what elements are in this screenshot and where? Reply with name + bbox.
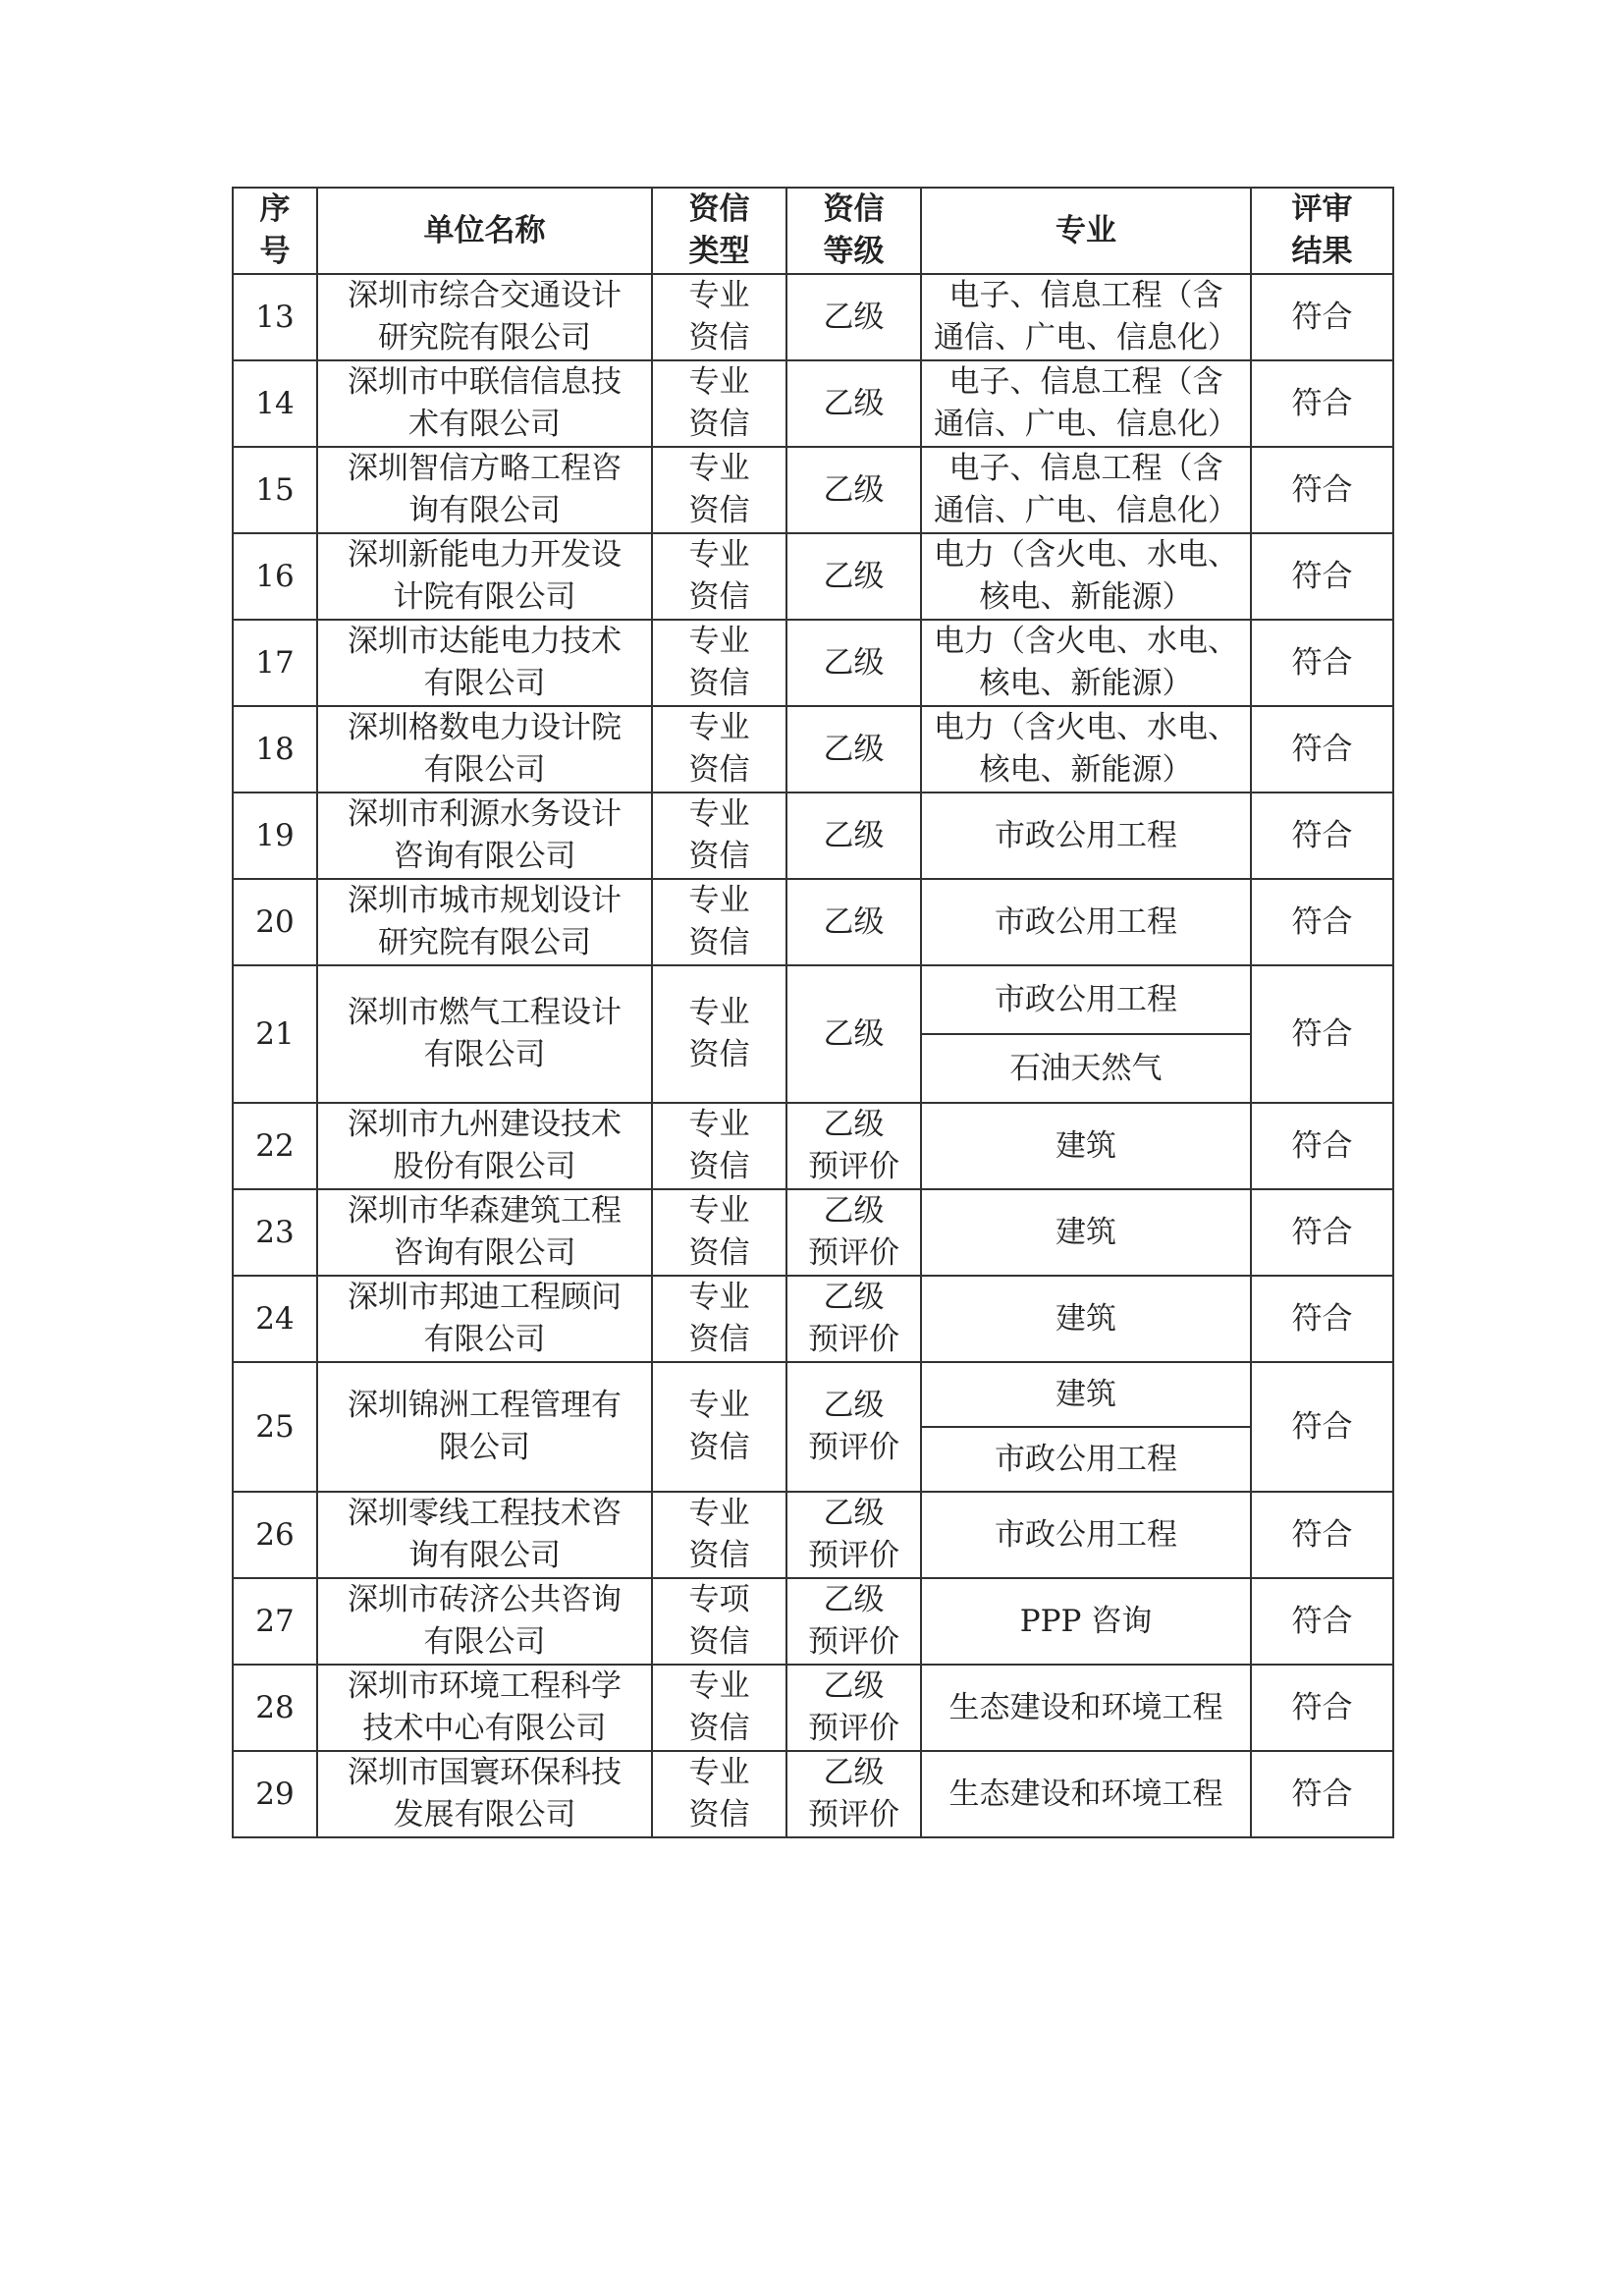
cell-qual-type: 专业 资信 [652, 360, 786, 447]
cell-major: 市政公用工程 [921, 1427, 1251, 1492]
cell-qual-grade: 乙级 [786, 879, 921, 965]
cell-qual-type: 专业 资信 [652, 1751, 786, 1837]
cell-seq: 22 [233, 1103, 317, 1189]
table-row [233, 274, 1393, 360]
cell-seq: 25 [233, 1362, 317, 1492]
cell-major: 电力（含火电、水电、 核电、新能源） [921, 706, 1251, 793]
cell-unit-name: 深圳新能电力开发设 计院有限公司 [317, 533, 652, 620]
cell-unit-name: 深圳市城市规划设计 研究院有限公司 [317, 879, 652, 965]
cell-qual-grade: 乙级 预评价 [786, 1362, 921, 1492]
cell-qual-type: 专业 资信 [652, 620, 786, 706]
cell-qual-grade: 乙级 [786, 620, 921, 706]
cell-seq: 26 [233, 1492, 317, 1578]
cell-major: 电力（含火电、水电、 核电、新能源） [921, 620, 1251, 706]
cell-qual-type: 专业 资信 [652, 1492, 786, 1578]
cell-seq: 18 [233, 706, 317, 793]
cell-unit-name: 深圳市九州建设技术 股份有限公司 [317, 1103, 652, 1189]
cell-review-result: 符合 [1251, 879, 1393, 965]
cell-unit-name: 深圳市国寰环保科技 发展有限公司 [317, 1751, 652, 1837]
table-row [233, 1362, 1393, 1427]
cell-unit-name: 深圳零线工程技术咨 询有限公司 [317, 1492, 652, 1578]
cell-review-result: 符合 [1251, 1492, 1393, 1578]
cell-seq: 17 [233, 620, 317, 706]
cell-qual-type: 专业 资信 [652, 793, 786, 879]
cell-unit-name: 深圳市燃气工程设计 有限公司 [317, 965, 652, 1103]
table-row [233, 965, 1393, 1034]
cell-review-result: 符合 [1251, 706, 1393, 793]
cell-major: 电子、信息工程（含 通信、广电、信息化） [921, 447, 1251, 533]
review-results-table [232, 187, 1394, 1838]
cell-qual-type: 专业 资信 [652, 1103, 786, 1189]
table-row [233, 879, 1393, 965]
table-row [233, 360, 1393, 447]
cell-major: PPP 咨询 [921, 1578, 1251, 1665]
cell-seq: 28 [233, 1665, 317, 1751]
cell-qual-type: 专业 资信 [652, 1665, 786, 1751]
cell-seq: 29 [233, 1751, 317, 1837]
cell-review-result: 符合 [1251, 793, 1393, 879]
cell-qual-grade: 乙级 预评价 [786, 1751, 921, 1837]
cell-qual-type: 专业 资信 [652, 1189, 786, 1276]
header-major: 专业 [921, 188, 1251, 274]
table-header-row [233, 188, 1393, 274]
header-review-result: 评审 结果 [1251, 188, 1393, 274]
cell-qual-grade: 乙级 预评价 [786, 1665, 921, 1751]
cell-review-result: 符合 [1251, 620, 1393, 706]
cell-review-result: 符合 [1251, 1362, 1393, 1492]
cell-qual-type: 专业 资信 [652, 274, 786, 360]
cell-unit-name: 深圳智信方略工程咨 询有限公司 [317, 447, 652, 533]
table-row [233, 620, 1393, 706]
cell-seq: 15 [233, 447, 317, 533]
cell-unit-name: 深圳市中联信信息技 术有限公司 [317, 360, 652, 447]
cell-review-result: 符合 [1251, 1665, 1393, 1751]
header-qual-grade: 资信 等级 [786, 188, 921, 274]
cell-qual-grade: 乙级 [786, 447, 921, 533]
header-unit-name: 单位名称 [317, 188, 652, 274]
cell-unit-name: 深圳市环境工程科学 技术中心有限公司 [317, 1665, 652, 1751]
cell-review-result: 符合 [1251, 1103, 1393, 1189]
cell-major: 建筑 [921, 1189, 1251, 1276]
cell-seq: 19 [233, 793, 317, 879]
cell-unit-name: 深圳市邦迪工程顾问 有限公司 [317, 1276, 652, 1362]
table-row [233, 1665, 1393, 1751]
cell-qual-type: 专项 资信 [652, 1578, 786, 1665]
cell-qual-grade: 乙级 预评价 [786, 1189, 921, 1276]
cell-qual-type: 专业 资信 [652, 706, 786, 793]
cell-major: 电子、信息工程（含 通信、广电、信息化） [921, 274, 1251, 360]
cell-review-result: 符合 [1251, 965, 1393, 1103]
cell-unit-name: 深圳市利源水务设计 咨询有限公司 [317, 793, 652, 879]
cell-review-result: 符合 [1251, 274, 1393, 360]
cell-qual-grade: 乙级 [786, 533, 921, 620]
cell-seq: 24 [233, 1276, 317, 1362]
cell-unit-name: 深圳市砖济公共咨询 有限公司 [317, 1578, 652, 1665]
cell-qual-grade: 乙级 [786, 793, 921, 879]
cell-major: 生态建设和环境工程 [921, 1665, 1251, 1751]
cell-major: 电子、信息工程（含 通信、广电、信息化） [921, 360, 1251, 447]
cell-major: 市政公用工程 [921, 1492, 1251, 1578]
cell-major: 市政公用工程 [921, 965, 1251, 1034]
cell-review-result: 符合 [1251, 1276, 1393, 1362]
table-row [233, 1276, 1393, 1362]
cell-review-result: 符合 [1251, 1189, 1393, 1276]
cell-qual-grade: 乙级 预评价 [786, 1103, 921, 1189]
cell-qual-type: 专业 资信 [652, 965, 786, 1103]
table-row [233, 1751, 1393, 1837]
cell-review-result: 符合 [1251, 533, 1393, 620]
cell-major: 市政公用工程 [921, 879, 1251, 965]
cell-major: 建筑 [921, 1103, 1251, 1189]
cell-qual-type: 专业 资信 [652, 447, 786, 533]
cell-major: 石油天然气 [921, 1034, 1251, 1103]
cell-qual-type: 专业 资信 [652, 1276, 786, 1362]
table-row [233, 533, 1393, 620]
table-body [233, 274, 1393, 1837]
header-seq: 序 号 [233, 188, 317, 274]
header-qual-type: 资信 类型 [652, 188, 786, 274]
cell-qual-grade: 乙级 [786, 360, 921, 447]
cell-review-result: 符合 [1251, 447, 1393, 533]
table-row [233, 793, 1393, 879]
cell-unit-name: 深圳格数电力设计院 有限公司 [317, 706, 652, 793]
cell-qual-type: 专业 资信 [652, 1362, 786, 1492]
cell-unit-name: 深圳锦洲工程管理有 限公司 [317, 1362, 652, 1492]
cell-qual-grade: 乙级 预评价 [786, 1578, 921, 1665]
cell-qual-grade: 乙级 预评价 [786, 1276, 921, 1362]
cell-seq: 21 [233, 965, 317, 1103]
table-row [233, 1578, 1393, 1665]
cell-qual-type: 专业 资信 [652, 533, 786, 620]
table-row [233, 1189, 1393, 1276]
cell-qual-grade: 乙级 预评价 [786, 1492, 921, 1578]
table-row [233, 1492, 1393, 1578]
cell-qual-grade: 乙级 [786, 274, 921, 360]
cell-review-result: 符合 [1251, 360, 1393, 447]
cell-review-result: 符合 [1251, 1751, 1393, 1837]
table-row [233, 1103, 1393, 1189]
cell-seq: 13 [233, 274, 317, 360]
cell-major: 建筑 [921, 1276, 1251, 1362]
cell-qual-grade: 乙级 [786, 706, 921, 793]
cell-seq: 16 [233, 533, 317, 620]
cell-review-result: 符合 [1251, 1578, 1393, 1665]
table-row [233, 447, 1393, 533]
cell-seq: 20 [233, 879, 317, 965]
cell-seq: 23 [233, 1189, 317, 1276]
cell-major: 市政公用工程 [921, 793, 1251, 879]
cell-unit-name: 深圳市华森建筑工程 咨询有限公司 [317, 1189, 652, 1276]
cell-major: 生态建设和环境工程 [921, 1751, 1251, 1837]
cell-major: 电力（含火电、水电、 核电、新能源） [921, 533, 1251, 620]
cell-unit-name: 深圳市达能电力技术 有限公司 [317, 620, 652, 706]
cell-seq: 27 [233, 1578, 317, 1665]
cell-qual-type: 专业 资信 [652, 879, 786, 965]
cell-major: 建筑 [921, 1362, 1251, 1427]
cell-qual-grade: 乙级 [786, 965, 921, 1103]
cell-unit-name: 深圳市综合交通设计 研究院有限公司 [317, 274, 652, 360]
cell-seq: 14 [233, 360, 317, 447]
table-row [233, 706, 1393, 793]
